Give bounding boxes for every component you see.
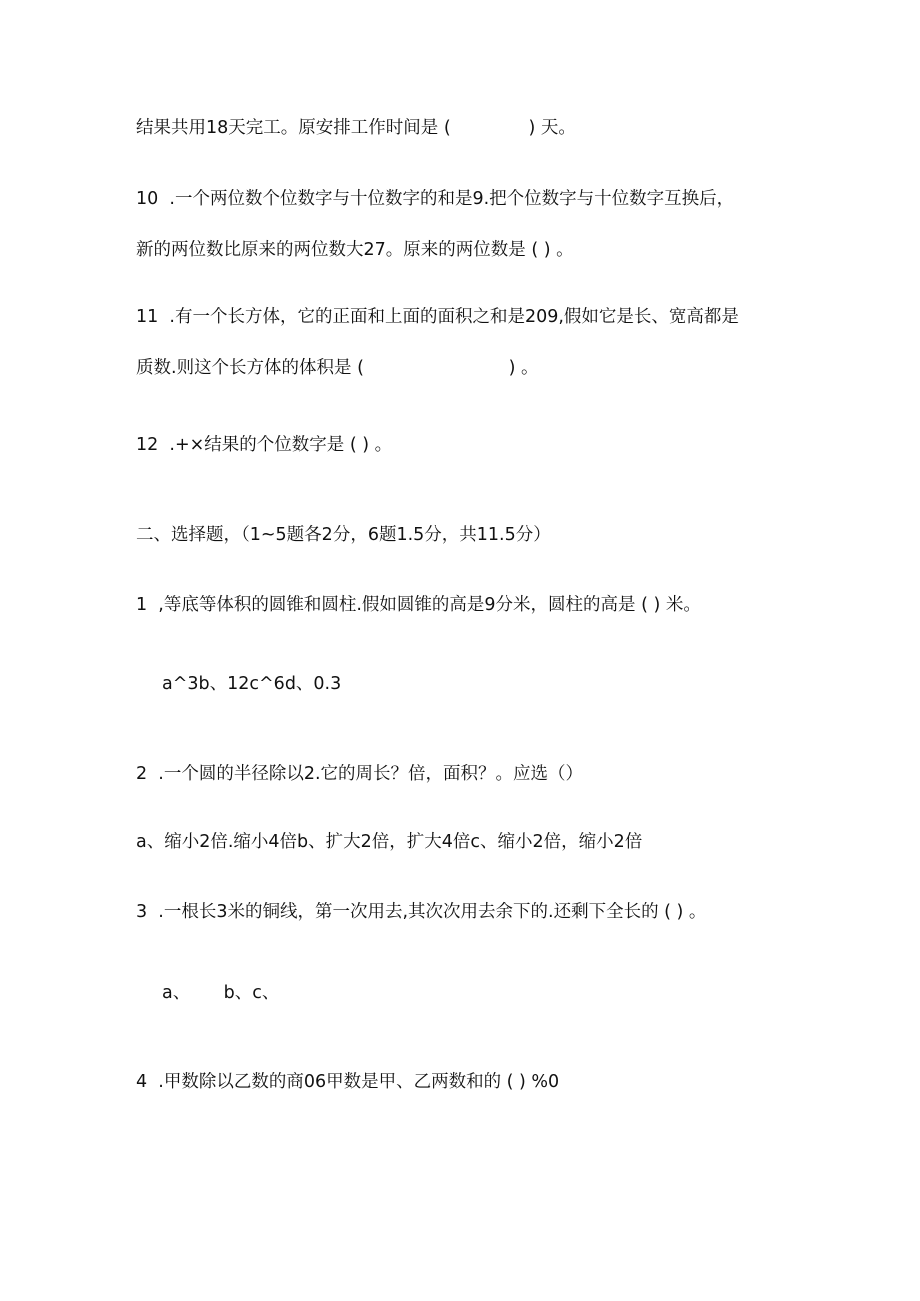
choice-q2-options: a、缩小2倍.缩小4倍b、扩大2倍，扩大4倍c、缩小2倍，缩小2倍 (136, 832, 643, 852)
q10-line-2: 新的两位数比原来的两位数大27。原来的两位数是 ( ) 。 (136, 240, 574, 260)
q11-line-1: 11 .有一个长方体，它的正面和上面的面积之和是209,假如它是长、宽高都是 (136, 307, 739, 327)
choice-q1: 1 ,等底等体积的圆锥和圆柱.假如圆锥的高是9分米，圆柱的高是 ( ) 米。 (136, 595, 701, 615)
section-2-heading: 二、选择题，（1~5题各2分，6题1.5分，共11.5分） (136, 525, 551, 545)
q10-line-1: 10 .一个两位数个位数字与十位数字的和是9.把个位数字与十位数字互换后， (136, 189, 735, 209)
choice-q3: 3 .一根长3米的铜线，第一次用去,其次次用去余下的.还剩下全长的 ( ) 。 (136, 902, 707, 922)
choice-q1-options: a^3b、12c^6d、0.3 (162, 674, 342, 694)
choice-q2: 2 .一个圆的半径除以2.它的周长？倍，面积？。应选（） (136, 764, 584, 784)
q9-continuation: 结果共用18天完工。原安排工作时间是 ( ) 天。 (136, 118, 576, 138)
q12: 12 .+×结果的个位数字是 ( ) 。 (136, 435, 393, 455)
q11-line-2: 质数.则这个长方体的体积是 ( ) 。 (136, 358, 539, 378)
choice-q3-options: a、 b、c、 (162, 983, 280, 1003)
choice-q4: 4 .甲数除以乙数的商06甲数是甲、乙两数和的 ( ) %0 (136, 1072, 560, 1092)
